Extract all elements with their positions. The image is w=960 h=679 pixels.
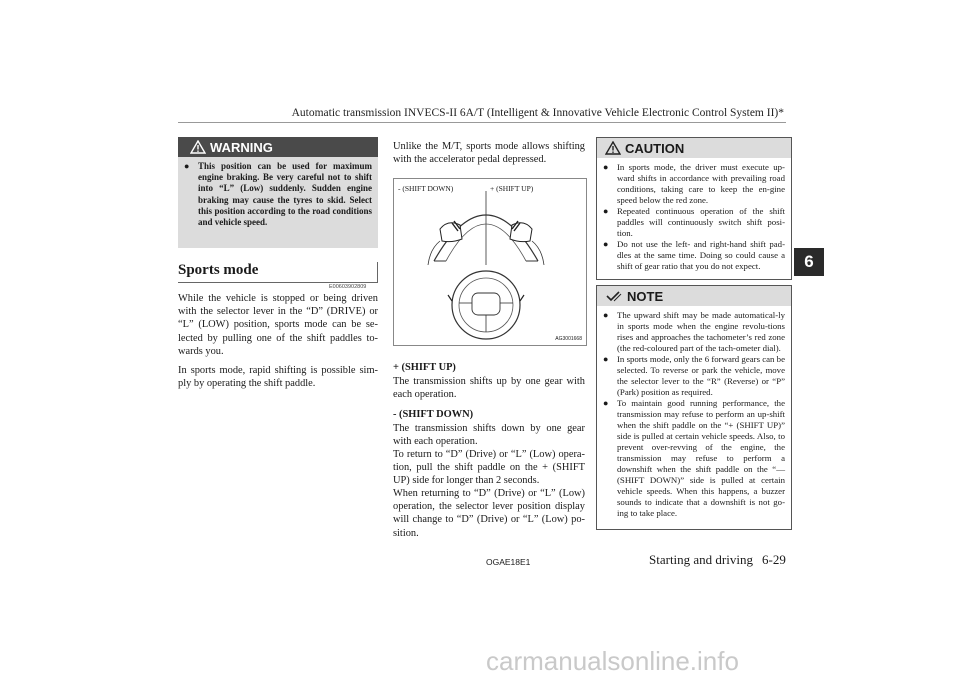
note-body xyxy=(597,306,791,519)
page-number: 6-29 xyxy=(762,552,786,567)
warning-triangle-icon xyxy=(190,140,206,154)
warning-header xyxy=(178,137,378,157)
section-paragraph-1: While the vehicle is stopped or being driven with the selector lever in the “D” (DRIVE) or “L” (LOW) position, sports mode can be se-lected by pulling one of the shift paddles to-wards you. xyxy=(178,293,378,357)
shift-down-text: The transmission shifts down by one gear with each operation. xyxy=(393,423,585,448)
running-header: Automatic transmission INVECS-II 6A/T (Intelligent & Innovative Vehicle Electronic Control System II)* xyxy=(291,107,784,119)
bullet-icon: ● xyxy=(603,206,609,216)
bullet-icon: ● xyxy=(603,239,609,249)
note-text: In sports mode, only the 6 forward gears can be selected. To reverse or park the vehicle, move the selector lever to the “R” (Reverse) or “P” (Park) position as required. xyxy=(617,354,785,397)
section-rule xyxy=(178,282,378,283)
shift-up-heading: + (SHIFT UP) xyxy=(393,362,456,373)
shift-up-text: The transmission shifts up by one gear with each operation. xyxy=(393,376,585,401)
intro-paragraph: Unlike the M/T, sports mode allows shifting with the accelerator pedal depressed. xyxy=(393,141,585,166)
caution-header xyxy=(597,138,791,158)
list-item xyxy=(603,206,785,239)
steering-wheel-paddles-icon xyxy=(394,179,586,345)
caution-text: In sports mode, the driver must execute up-ward shifts in accordance with prevailing road conditions, taking care to keep the en-gine speed below the red zone. xyxy=(617,162,785,205)
display-text: When returning to “D” (Drive) or “L” (Low) operation, the selector lever position display will change to “D” (Drive) or “L” (Low) po-sition. xyxy=(393,488,585,539)
warning-body xyxy=(178,157,378,228)
note-text: To maintain good running performance, the transmission may refuse to perform an up-shift when the shift paddle on the “+ (SHIFT UP)” side is pulled at certain vehicle speeds. Also, to prevent over-revving of the engine, the transmission may refuse to perform a downshift when the shift paddle on the “— (SHIFT DOWN)” side is pulled at certain vehicle speeds. When this happens, a buzzer sounds to indicate that a downshift is not go-ing to take place. xyxy=(617,398,785,518)
shift-up-label: + (SHIFT UP) xyxy=(490,184,534,193)
caution-triangle-icon xyxy=(605,141,621,155)
header-rule xyxy=(178,122,786,123)
note-label: NOTE xyxy=(627,288,664,304)
watermark: carmanualsonline.info xyxy=(486,646,739,676)
caution-label: CAUTION xyxy=(625,140,685,156)
warning-text: This position can be used for maximum engine braking. Be very careful not to shift into “L” (Low) suddenly. Sudden engine braking may cause the tyres to skid. Select this position according to the road conditions and vehicle speed. xyxy=(198,161,372,228)
list-item xyxy=(603,162,785,206)
chapter-tab[interactable]: 6 xyxy=(794,248,824,276)
caution-text: Do not use the left- and right-hand shift pad-dles at the same time. Doing so could cause a shift of gear ratio that you do not expect. xyxy=(617,239,785,271)
steering-wheel-figure xyxy=(393,178,587,346)
list-item xyxy=(603,354,785,398)
note-text: The upward shift may be made automatical-ly in sports mode when the engine revolu-tions rises and approaches the tachometer’s red zone (the red-coloured part of the tach-ometer dial). xyxy=(617,310,785,353)
bullet-icon: ● xyxy=(603,354,609,364)
list-item xyxy=(603,398,785,519)
caution-text: Repeated continuous operation of the shift paddles will continuously switch shift posi-tion. xyxy=(617,206,785,238)
caution-body xyxy=(597,158,791,272)
warning-label: WARNING xyxy=(210,139,273,155)
shift-down-heading: - (SHIFT DOWN) xyxy=(393,409,474,420)
section-rule-vertical xyxy=(377,262,378,283)
return-text: To return to “D” (Drive) or “L” (Low) opera-tion, pull the shift paddle on the + (SHIFT UP) side for longer than 2 seconds. xyxy=(393,449,585,487)
bullet-icon: ● xyxy=(603,162,609,172)
warning-box xyxy=(178,137,378,248)
figure-code: AG3001668 xyxy=(555,336,582,342)
bullet-icon: ● xyxy=(603,310,609,320)
note-box xyxy=(596,285,792,530)
bullet-icon: ● xyxy=(603,398,609,408)
caution-box xyxy=(596,137,792,280)
section-title: Sports mode xyxy=(178,262,259,278)
list-item xyxy=(603,310,785,354)
bullet-icon: ● xyxy=(184,161,190,171)
note-pencil-icon xyxy=(605,289,623,303)
footer-code: OGAE18E1 xyxy=(486,557,531,567)
shift-down-label: - (SHIFT DOWN) xyxy=(398,184,454,193)
section-paragraph-2: In sports mode, rapid shifting is possible sim-ply by operating the shift paddle. xyxy=(178,365,378,390)
note-header xyxy=(597,286,791,306)
footer-section-title: Starting and driving xyxy=(649,552,753,567)
section-code: E00603902809 xyxy=(329,284,367,290)
list-item xyxy=(603,239,785,272)
list-item xyxy=(184,161,372,228)
